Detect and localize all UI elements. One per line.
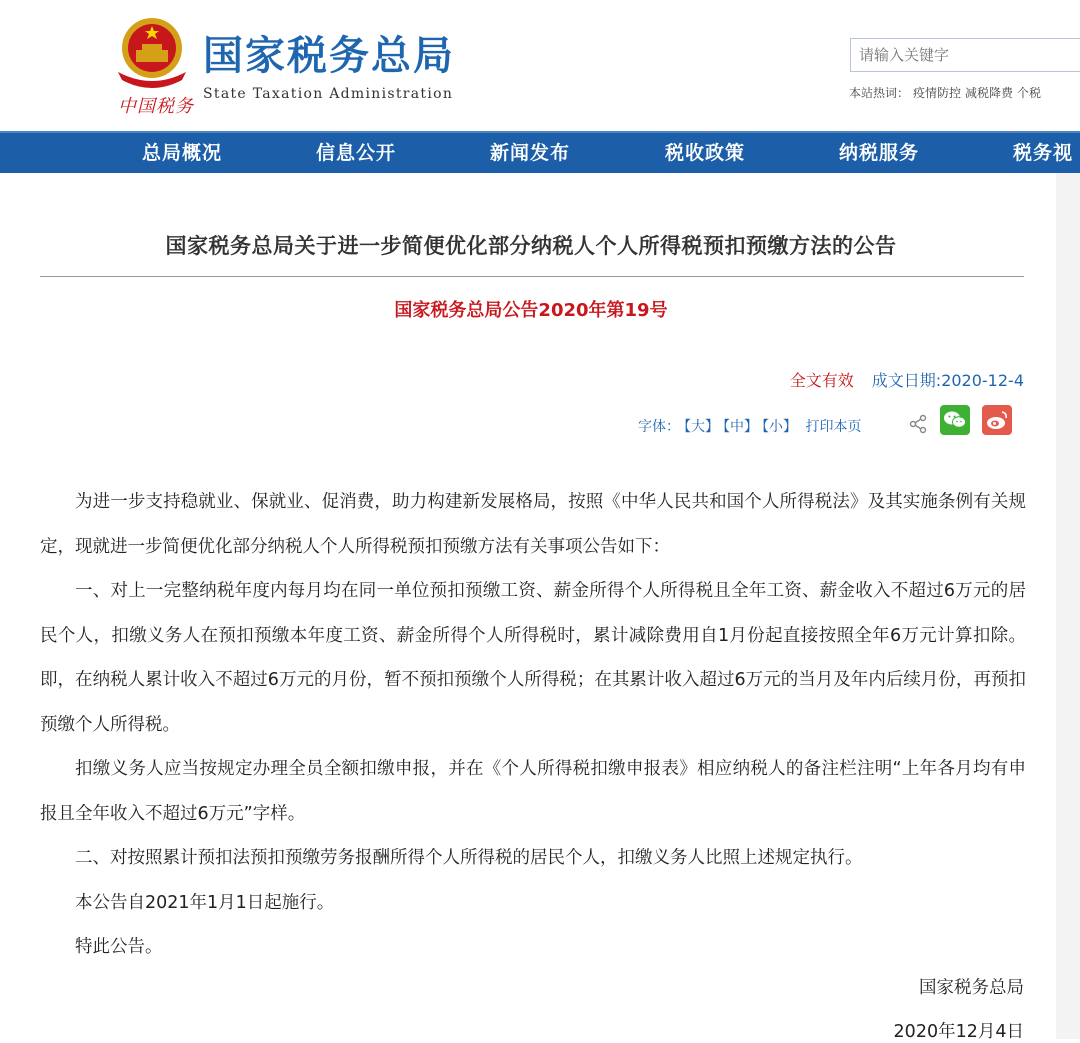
- paragraph: 扣缴义务人应当按规定办理全员全额扣缴申报，并在《个人所得税扣缴申报表》相应纳税人的备注栏注明“上年各月均有申报且全年收入不超过6万元”字样。: [40, 759, 1026, 824]
- share-icon[interactable]: [908, 414, 928, 434]
- nav-item-video[interactable]: 税务视: [1013, 142, 1074, 164]
- article-title: 国家税务总局关于进一步简便优化部分纳税人个人所得税预扣预缴方法的公告: [165, 234, 897, 258]
- nav-item-overview[interactable]: 总局概况: [142, 142, 223, 164]
- font-medium-button[interactable]: 【中】: [723, 419, 758, 435]
- issuer-signature: 国家税务总局: [919, 978, 1024, 998]
- hot-words-label: 本站热词：: [849, 86, 910, 100]
- site-subtitle: State Taxation Administration: [203, 86, 454, 102]
- article-meta: [790, 368, 1024, 391]
- wechat-icon[interactable]: [940, 405, 970, 435]
- issue-date-signature: 2020年12月4日: [893, 1022, 1024, 1042]
- font-size-label: 字体：: [638, 419, 680, 435]
- paragraph: 二、对按照累计预扣法预扣预缴劳务报酬所得个人所得税的居民个人，扣缴义务人比照上述规定执行。: [75, 848, 863, 868]
- paragraph: 一、对上一完整纳税年度内每月均在同一单位预扣预缴工资、薪金所得个人所得税且全年工资、薪金收入不超过6万元的居民个人，扣缴义务人在预扣预缴本年度工资、薪金所得个人所得税时，累计减除费用自1月份起直接按照全年6万元计算扣除。即，在纳税人累计收入不超过6万元的月份，暂不预扣预缴个人所得税；在其累计收入超过6万元的当月及年内后续月份，再预扣预缴个人所得税。: [40, 581, 1026, 735]
- issue-date-meta: 成文日期:2020-12-4: [871, 371, 1024, 390]
- font-tools: [638, 416, 865, 436]
- paragraph: 特此公告。: [75, 937, 163, 957]
- document-number: 国家税务总局公告2020年第19号: [394, 300, 668, 321]
- paragraph: 为进一步支持稳就业、保就业、促消费，助力构建新发展格局，按照《中华人民共和国个人所得税法》及其实施条例有关规定，现就进一步简便优化部分纳税人个人所得税预扣预缴方法有关事项公告如下：: [40, 492, 1026, 557]
- hot-words: [849, 84, 1045, 101]
- validity-status: 全文有效: [789, 371, 854, 390]
- paragraph: 本公告自2021年1月1日起施行。: [75, 892, 335, 913]
- brush-logo-text: 中国税务: [118, 96, 194, 117]
- article-body: [40, 480, 1026, 970]
- hot-word-link[interactable]: 疫情防控: [913, 86, 962, 100]
- font-small-button[interactable]: 【小】: [762, 419, 797, 435]
- nav-item-info[interactable]: 信息公开: [316, 142, 397, 164]
- nav-item-news[interactable]: 新闻发布: [490, 142, 571, 164]
- search-input[interactable]: [850, 38, 1080, 72]
- title-divider: [40, 276, 1024, 277]
- main-nav: [0, 131, 1080, 173]
- weibo-icon[interactable]: [982, 405, 1012, 435]
- nav-item-policy[interactable]: 税收政策: [665, 142, 746, 164]
- hot-word-link[interactable]: 减税降费: [965, 86, 1014, 100]
- national-emblem-icon: [112, 12, 192, 92]
- nav-item-service[interactable]: 纳税服务: [839, 142, 920, 164]
- site-header: [0, 0, 1080, 131]
- hot-word-link[interactable]: 个税: [1017, 86, 1042, 100]
- print-button[interactable]: 打印本页: [805, 419, 862, 435]
- site-title[interactable]: 国家税务总局: [203, 33, 455, 79]
- font-large-button[interactable]: 【大】: [684, 419, 719, 435]
